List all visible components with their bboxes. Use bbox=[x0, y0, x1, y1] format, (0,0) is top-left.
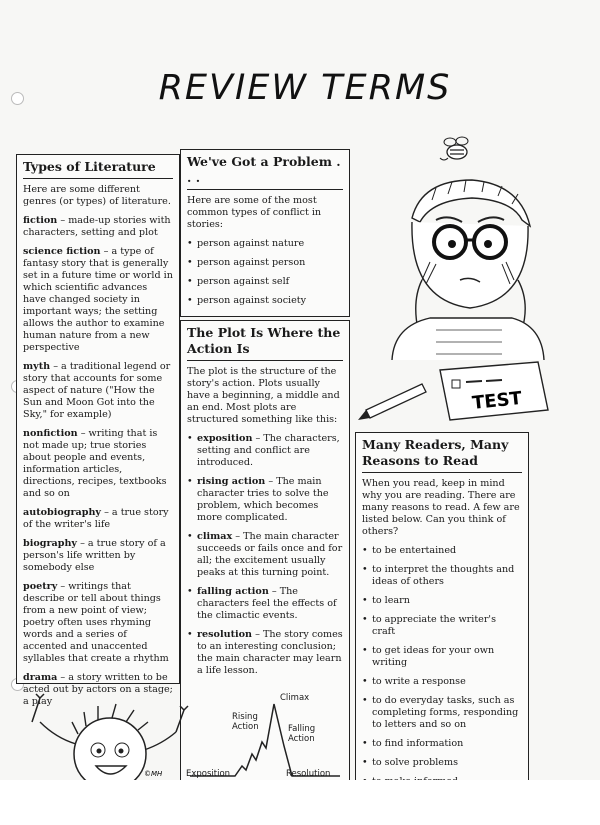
page-bottom-margin bbox=[0, 780, 600, 825]
literature-term-entry bbox=[23, 581, 173, 665]
literature-term-entry bbox=[23, 428, 173, 500]
literature-definition: – a story written to be acted out by actors on a stage; a play bbox=[23, 672, 173, 707]
plot-heading: The Plot Is Where the Action Is bbox=[187, 325, 341, 356]
test-paper-text: TEST bbox=[471, 387, 523, 415]
reason-item: • to be entertained bbox=[362, 545, 522, 557]
reason-item: • to solve problems bbox=[362, 757, 522, 769]
plot-stage-term: resolution bbox=[197, 629, 253, 640]
reason-item: • to learn bbox=[362, 595, 522, 607]
conflict-item: • person against society bbox=[187, 295, 343, 307]
readers-intro: When you read, keep in mind why you are reading. There are many reasons to read. A few are listed below. Can you think of others? bbox=[362, 478, 520, 537]
page-title: REVIEW TERMS bbox=[158, 68, 452, 108]
literature-term: poetry bbox=[23, 581, 58, 592]
literature-definition: – writings that describe or tell about things from a new point of view; poetry often uses rhyming words and a series of accented and unaccented syllables that create a rhythm bbox=[23, 581, 169, 664]
plot-stage-definition: – The characters, setting and conflict are introduced. bbox=[197, 433, 340, 468]
plot-stage-item bbox=[187, 476, 343, 524]
illustrator-signature: ©MH bbox=[144, 770, 163, 778]
bee-icon bbox=[440, 137, 468, 160]
diagram-exposition-label: Exposition bbox=[186, 769, 231, 779]
worried-student-illustration bbox=[352, 130, 552, 425]
literature-definition: – writing that is not made up; true stories about people and events, information articles, directions, recipes, textbooks and so on bbox=[23, 428, 167, 499]
diagram-rising-label: Rising Action bbox=[232, 712, 259, 732]
reason-item: • to interpret the thoughts and ideas of others bbox=[362, 564, 522, 588]
reason-item: • to find information bbox=[362, 738, 522, 750]
plot-stage-item bbox=[187, 586, 343, 622]
conflict-box bbox=[180, 149, 350, 317]
plot-stage-term: falling action bbox=[197, 586, 269, 597]
literature-term-entry bbox=[23, 215, 173, 239]
plot-stage-definition: – The story comes to an interesting conclusion; the main character may learn a life lesson. bbox=[197, 629, 343, 676]
plot-stage-definition: – The characters feel the effects of the climactic events. bbox=[197, 586, 337, 621]
plot-intro: The plot is the structure of the story's action. Plots usually have a beginning, a middle and an end. Most plots are structured something like this: bbox=[187, 366, 340, 425]
literature-term: autobiography bbox=[23, 507, 102, 518]
plot-stage-term: exposition bbox=[197, 433, 253, 444]
conflict-heading: We've Got a Problem . . . bbox=[187, 154, 341, 185]
cheering-kid-illustration bbox=[26, 692, 186, 780]
plot-stage-item bbox=[187, 629, 343, 677]
literature-term: science fiction bbox=[23, 246, 101, 257]
plot-stage-definition: – The main character tries to solve the problem, which becomes more complicated. bbox=[197, 476, 329, 523]
literature-term: myth bbox=[23, 361, 51, 372]
types-intro: Here are some different genres (or types) of literature. bbox=[23, 184, 171, 207]
pencil-icon bbox=[358, 384, 426, 420]
literature-term-entry bbox=[23, 361, 173, 421]
diagram-falling-label: Falling Action bbox=[288, 724, 316, 744]
literature-term-entry bbox=[23, 246, 173, 354]
conflict-item: • person against person bbox=[187, 257, 343, 269]
literature-term: fiction bbox=[23, 215, 58, 226]
diagram-climax-label: Climax bbox=[280, 693, 310, 703]
types-of-literature-box bbox=[16, 154, 180, 707]
conflict-item: • person against nature bbox=[187, 238, 343, 250]
plot-stage-item bbox=[187, 433, 343, 469]
plot-stage-term: climax bbox=[197, 531, 233, 542]
types-heading: Types of Literature bbox=[23, 159, 156, 174]
literature-definition: – a true story of a person's life written by somebody else bbox=[23, 538, 166, 573]
literature-definition: – a type of fantasy story that is generally set in a future time or world in which scientific advances have changed society in important ways; the setting allows the author to examine human nature from a new perspective bbox=[23, 246, 173, 353]
reason-item: • to do everyday tasks, such as completing forms, responding to letters and so on bbox=[362, 695, 522, 731]
reasons-to-read-box bbox=[355, 432, 529, 790]
reason-item: • to write a response bbox=[362, 676, 522, 688]
literature-definition: – made-up stories with characters, setting and plot bbox=[23, 215, 171, 238]
literature-term: biography bbox=[23, 538, 77, 549]
literature-term-entry bbox=[23, 538, 173, 574]
literature-term-entry bbox=[23, 507, 173, 531]
plot-stage-item bbox=[187, 531, 343, 579]
literature-definition: – a traditional legend or story that accounts for some aspect of nature ("How the Sun and Moon Got into the Sky," for example) bbox=[23, 361, 171, 420]
reason-item: • to appreciate the writer's craft bbox=[362, 614, 522, 638]
literature-definition: – a true story of the writer's life bbox=[23, 507, 169, 530]
literature-term: nonfiction bbox=[23, 428, 78, 439]
literature-term: drama bbox=[23, 672, 58, 683]
plot-stage-definition: – The main character succeeds or fails once and for all; the excitement usually peaks at this turning point. bbox=[197, 531, 343, 578]
reason-item: • to get ideas for your own writing bbox=[362, 645, 522, 669]
diagram-resolution-label: Resolution bbox=[286, 769, 331, 779]
conflict-intro: Here are some of the most common types of conflict in stories: bbox=[187, 195, 322, 230]
readers-heading: Many Readers, Many Reasons to Read bbox=[362, 437, 509, 468]
plot-stage-term: rising action bbox=[197, 476, 266, 487]
binder-hole bbox=[11, 92, 24, 105]
conflict-item: • person against self bbox=[187, 276, 343, 288]
plot-diagram bbox=[180, 690, 350, 780]
